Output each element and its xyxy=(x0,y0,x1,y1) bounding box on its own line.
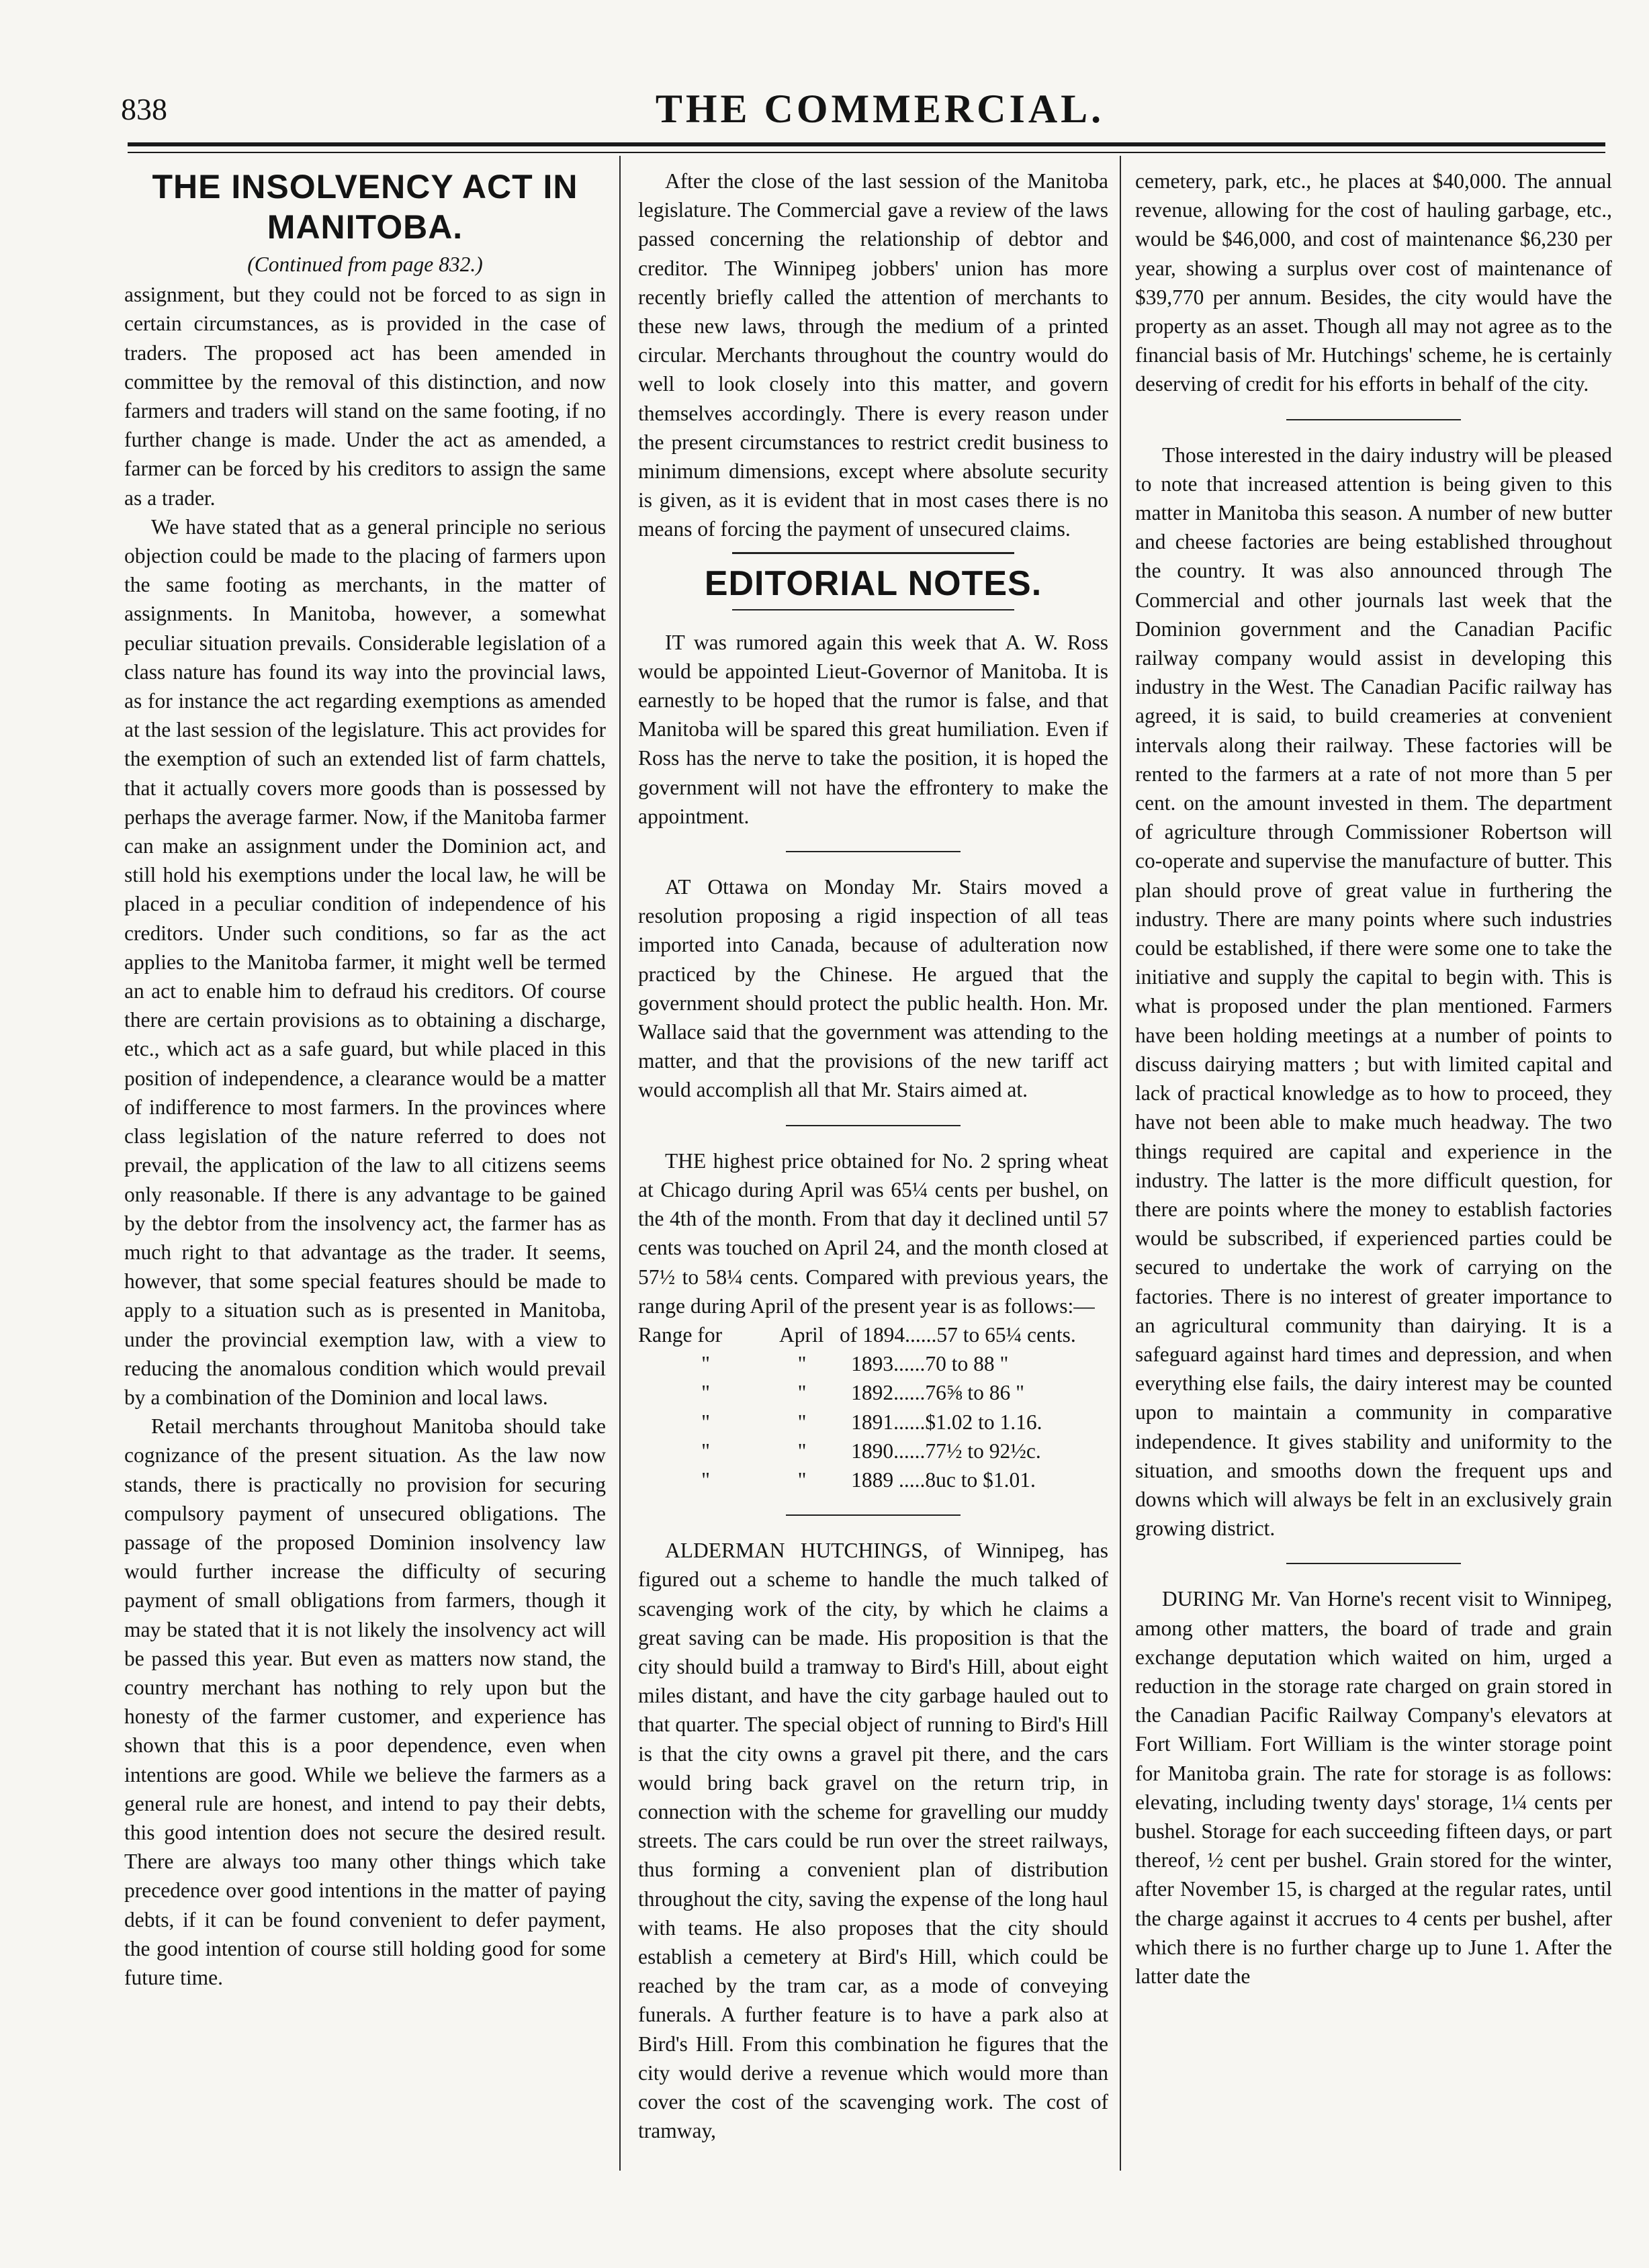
journal-title: THE COMMERCIAL. xyxy=(655,87,1105,131)
page-number: 838 xyxy=(121,92,167,126)
table-row: " " 1892......76⅝ to 86 " xyxy=(701,1381,1025,1405)
section-divider xyxy=(786,851,961,852)
column-1 xyxy=(124,167,606,1992)
section-divider xyxy=(1286,1563,1461,1564)
paragraph: assignment, but they could not be forced to as sign in certain circumstances, as is provided in the case of traders. The proposed act has been amended in committee by the removal of this distinction, and now farmers and traders will stand on the same footing, if no further change is made. Under the act as amended, a farmer can be forced by his creditors to assign the same as a trader. xyxy=(124,283,606,510)
paragraph: Retail merchants throughout Manitoba should take cognizance of the present situation. As the law now stands, there is practically no provision for securing compulsory payment of unsecured obligations. The passage of the proposed Dominion insolvency law would further increase the difficulty of securing payment of small obligations from farmers, though it may be stated that it is not likely the insolvency act will be passed this year. But even as matters now stand, the country merchant has nothing to rely upon but the honesty of the farmer customer, and experience has shown that this is a poor dependence, even when intentions are good. While we believe the farmers as a general rule are honest, and intend to pay their debts, this good intention does not secure the desired result. There are always too many other things which take precedence over good intentions in the matter of paying debts, if it can be found convenient to defer payment, the good intention of course still holding good for some future time. xyxy=(124,1414,606,1989)
column-3 xyxy=(1135,167,1612,1991)
editorial-note: AT Ottawa on Monday Mr. Stairs moved a resolution proposing a rigid inspection of all teas imported into Canada, because of adulteration now practiced by the Chinese. He argued that the government should protect the public health. Hon. Mr. Wallace said that the government was attending to the matter, and that the provisions of the new tariff act would accomplish all that Mr. Stairs aimed at. xyxy=(638,875,1108,1102)
column-2 xyxy=(638,167,1108,2145)
section-divider xyxy=(786,1514,961,1516)
column-separator-2 xyxy=(1120,156,1121,2171)
section-divider xyxy=(786,1125,961,1126)
editorial-note: THE highest price obtained for No. 2 spring wheat at Chicago during April was 65¼ cents per bushel, on the 4th of the month. From that day it declined until 57 cents was touched on April 24, and the month closed at 57½ to 58¼ cents. Compared with previous years, the range during April of the present year is as follows:— xyxy=(638,1148,1108,1318)
article-heading: THE INSOLVENCY ACT IN MANITOBA. xyxy=(152,168,578,246)
section-divider xyxy=(1286,419,1461,420)
price-range-table xyxy=(638,1320,1108,1494)
editorial-heading: EDITORIAL NOTES. xyxy=(704,563,1042,603)
header-rule-thick xyxy=(128,142,1605,146)
table-row: Range for April of 1894......57 to 65¼ cents. xyxy=(638,1322,1076,1347)
editorial-rule-top xyxy=(732,552,1014,554)
paragraph: After the close of the last session of the Manitoba legislature. The Commercial gave a review of the laws passed concerning the relationship of debtor and creditor. The Winnipeg jobbers' union has more recently briefly called the attention of merchants to these new laws, through the medium of a printed circular. Merchants throughout the country would do well to look closely into this matter, and govern themselves accordingly. There is every reason under the present circumstances to restrict credit business to minimum dimensions, except where absolute security is given, as it is evident that in most cases there is no means of forcing the payment of unsecured claims. xyxy=(638,169,1108,541)
editorial-note: ALDERMAN HUTCHINGS, of Winnipeg, has figured out a scheme to handle the much talked of scavenging work of the city, by which he claims a great saving can be made. His proposition is that the city should build a tramway to Bird's Hill, about eight miles distant, and have the city garbage hauled out to that quarter. The special object of running to Bird's Hill is that the city owns a gravel pit there, and the cars would bring back gravel on the return trip, in connection with the scheme for gravelling our muddy streets. The cars could be run over the street railways, thus forming a convenient plan of distribution throughout the city, saving the expense of the long haul with teams. He also proposes that the city should establish a cemetery at Bird's Hill, which could be reached by the tram car, as a mode of conveying funerals. A further feature is to have a park also at Bird's Hill. From this combination he figures that the city would derive a revenue which would more than cover the cost of the scavenging work. The cost of tramway, xyxy=(638,1539,1108,2143)
column-separator-1 xyxy=(619,156,621,2171)
editorial-note: Those interested in the dairy industry will be pleased to note that increased attention is being given to this matter in Manitoba this season. A number of new butter and cheese factories are being established throughout the country. It was also announced through The Commercial and other journals last week that the Dominion government and the Canadian Pacific railway company would assist in developing this industry in the West. The Canadian Pacific railway has agreed, it is said, to build creameries at convenient intervals along their railway. These factories will be rented to the farmers at a rate of not more than 5 per cent. on the amount invested in them. The department of agriculture through Commissioner Robertson will co-operate and supervise the manufacture of butter. This plan should prove of great value in furthering the industry. There are many points where such industries could be established, if there were some one to take the initiative and supply the capital to begin with. This is what is proposed under the plan mentioned. Farmers have been holding meetings at a number of points to discuss dairying matters ; but with limited capital and lack of practical knowledge as to how to proceed, they have not been able to make much headway. The two things required are capital and experience in the industry. The latter is the more difficult question, for there are points where the money to establish factories would be subscribed, if experienced parties could be secured to undertake the work of carrying on the factories. There is no interest of greater importance to an agricultural community than dairying. It is a safeguard against hard times and depression, and when everything else fails, the dairy interest may be counted upon to maintain a community in comparative independence. It gives stability and uniformity to the situation, and smooths down the frequent ups and downs which will always be felt in an exclusively grain growing district. xyxy=(1135,443,1612,1541)
paragraph: cemetery, park, etc., he places at $40,000. The annual revenue, allowing for the cost of hauling garbage, etc., would be $46,000, and cost of maintenance $6,230 per year, showing a surplus over cost of maintenance of $39,770 per annum. Besides, the city would have the property as an asset. Though all may not agree as to the financial basis of Mr. Hutchings' scheme, he is certainly deserving of credit for his efforts in behalf of the city. xyxy=(1135,169,1612,396)
table-row: " " 1889 .....8uc to $1.01. xyxy=(701,1467,1036,1492)
table-row: " " 1890......77½ to 92½c. xyxy=(701,1439,1041,1463)
page-header xyxy=(121,86,1639,146)
paragraph: We have stated that as a general principle no serious objection could be made to the placing of farmers upon the same footing as merchants, in the matter of assignments. In Manitoba, however, a somewhat peculiar situation prevails. Considerable legislation of a class nature has found its way into the provincial laws, as for instance the act regarding exemptions as amended at the last session of the legislature. This act provides for the exemption of such an extended list of farm chattels, that it actually covers more goods than is possessed by perhaps the average farmer. Now, if the Manitoba farmer can make an assignment under the Dominion act, and still hold his exemptions under the local law, he will be placed in a peculiar condition of independence of his creditors. Under such conditions, so far as the act applies to the Manitoba farmer, it might well be termed an act to enable him to defraud his creditors. Of course there are certain provisions as to obtaining a discharge, etc., which act as a safe guard, but while placed in this position of independence, a clearance would be a matter of indifference to most farmers. In the provinces where class legislation of the nature referred to does not prevail, the application of the law to all citizens seems only reasonable. If there is any advantage to be gained by the debtor from the insolvency act, the farmer has as much right to that advantage as the trader. It seems, however, that some special features should be made to apply to a situation such as is presented in Manitoba, under the provincial exemption law, with a view to reducing the anomalous condition which would prevail by a combination of the Dominion and local laws. xyxy=(124,514,606,1409)
table-row: " " 1891......$1.02 to 1.16. xyxy=(701,1410,1042,1434)
continued-note: (Continued from page 832.) xyxy=(247,253,483,276)
editorial-note: DURING Mr. Van Horne's recent visit to Winnipeg, among other matters, the board of trade and grain exchange deputation which waited on him, urged a reduction in the storage rate charged on grain stored in the Canadian Pacific Railway Company's elevators at Fort William. Fort William is the winter storage point for Manitoba grain. The rate for storage is as follows: elevating, including twenty days' storage, 1¼ cents per bushel. Storage for each succeeding fifteen days, or part thereof, ½ cent per bushel. Grain stored for the winter, after November 15, is charged at the regular rates, until the charge against it accrues to 4 cents per bushel, after which there is no further charge up to June 1. After the latter date the xyxy=(1135,1587,1612,1988)
editorial-rule-bottom xyxy=(732,609,1014,610)
header-rule-thin xyxy=(128,152,1605,153)
editorial-note: IT was rumored again this week that A. W. Ross would be appointed Lieut-Governor of Manitoba. It is earnestly to be hoped that the rumor is false, and that Manitoba will be spared this great humiliation. Even if Ross has the nerve to take the position, it is hoped the government will not have the effrontery to make the appointment. xyxy=(638,630,1108,828)
table-row: " " 1893......70 to 88 " xyxy=(701,1352,1009,1376)
